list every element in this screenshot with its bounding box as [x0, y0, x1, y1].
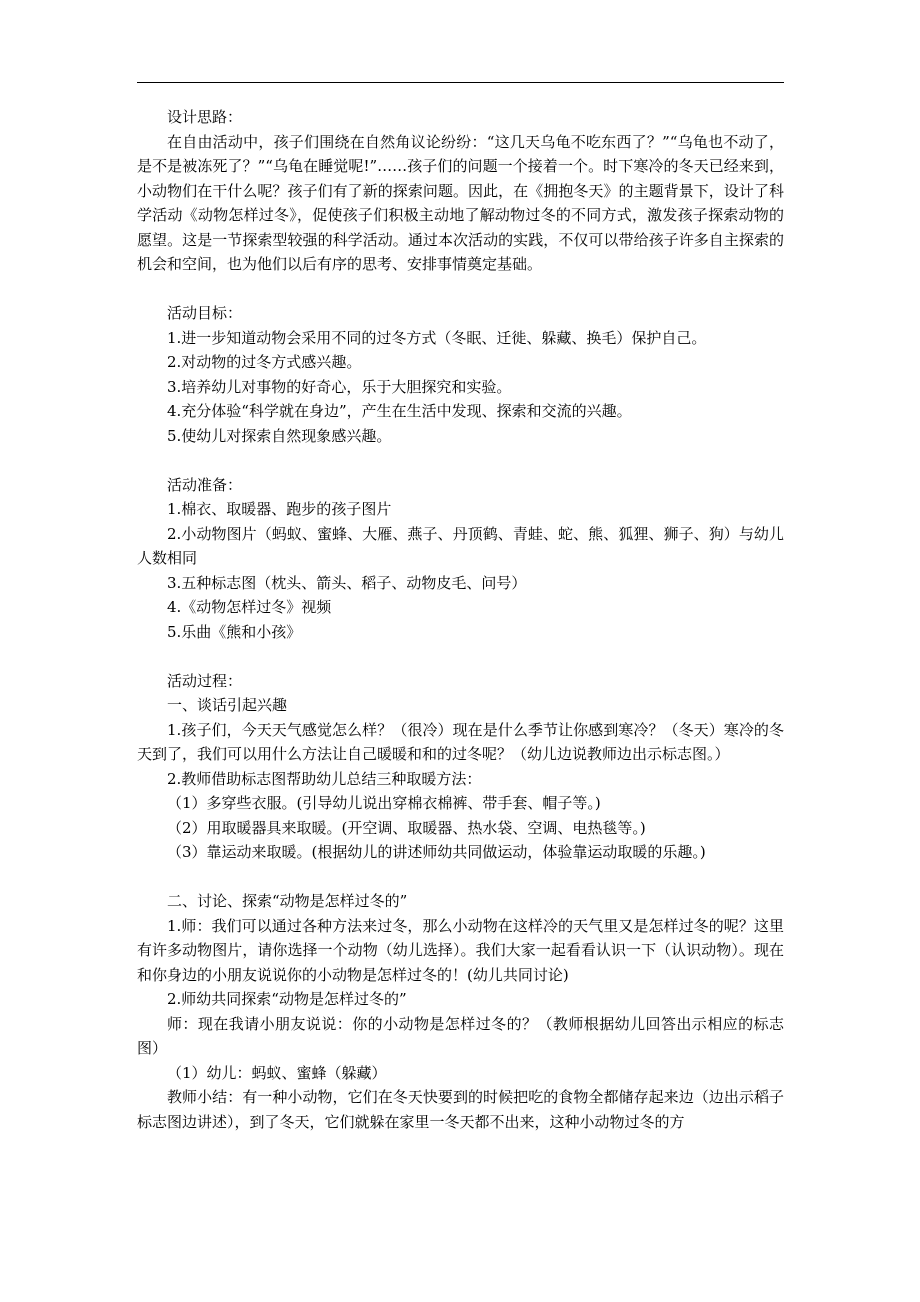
- section-1-paragraph-2: 2.教师借助标志图帮助幼儿总结三种取暖方法：: [167, 769, 482, 788]
- document-body: [137, 105, 784, 1134]
- preparation-heading: 活动准备：: [167, 475, 243, 494]
- section-2-paragraph-2: 2.师幼共同探索“动物是怎样过冬的”: [167, 990, 407, 1008]
- goals-heading: 活动目标：: [167, 304, 243, 322]
- preparation-item-2: 2.小动物图片（蚂蚁、蜜蜂、大雁、燕子、丹顶鹤、青蛙、蛇、熊、狐狸、狮子、狗）与幼儿人数相同: [137, 524, 784, 567]
- section-2-paragraph-3: 师：现在我请小朋友说说：你的小动物是怎样过冬的？（教师根据幼儿回答出示相应的标志图）: [137, 1014, 784, 1057]
- process-heading: 活动过程：: [167, 671, 243, 690]
- header-rule: [137, 82, 784, 83]
- section-1-paragraph-1: 1.孩子们，今天天气感觉怎么样？（很冷）现在是什么季节让你感到寒冷？（冬天）寒冷的冬天到了，我们可以用什么方法让自己暖暖和和的过冬呢？（幼儿边说教师边出示标志图。）: [137, 720, 784, 763]
- goal-item-1: 1.进一步知道动物会采用不同的过冬方式（冬眠、迁徙、躲藏、换毛）保护自己。: [167, 328, 707, 347]
- preparation-item-3: 3.五种标志图（枕头、箭头、稻子、动物皮毛、问号）: [167, 573, 527, 592]
- design-idea-heading: 设计思路：: [167, 108, 243, 126]
- section-2-title: 二、讨论、探索“动物是怎样过冬的”: [167, 892, 408, 910]
- preparation-item-5: 5.乐曲《熊和小孩》: [167, 622, 302, 641]
- warmth-method-2: （2）用取暖器具来取暖。(开空调、取暖器、热水袋、空调、电热毯等。): [167, 818, 646, 837]
- preparation-item-4: 4.《动物怎样过冬》视频: [167, 598, 332, 616]
- warmth-method-1: （1）多穿些衣服。(引导幼儿说出穿棉衣棉裤、带手套、帽子等。): [167, 794, 601, 812]
- goal-item-3: 3.培养幼儿对事物的好奇心，乐于大胆探究和实验。: [167, 377, 512, 396]
- preparation-item-1: 1.棉衣、取暖器、跑步的孩子图片: [167, 500, 392, 518]
- section-2-paragraph-5: 教师小结：有一种小动物，它们在冬天快要到的时候把吃的食物全都储存起来边（边出示稻子标志图边讲述），到了冬天，它们就躲在家里一冬天都不出来，这种小动物过冬的方: [137, 1088, 784, 1131]
- warmth-method-3: （3）靠运动来取暖。(根据幼儿的讲述师幼共同做运动，体验靠运动取暖的乐趣。): [167, 843, 706, 861]
- section-1-title: 一、谈话引起兴趣: [167, 696, 288, 714]
- goal-item-4: 4.充分体验“科学就在身边”，产生在生活中发现、探索和交流的兴趣。: [167, 402, 632, 420]
- goal-item-2: 2.对动物的过冬方式感兴趣。: [167, 353, 362, 371]
- section-2-paragraph-4: （1）幼儿：蚂蚁、蜜蜂（躲藏）: [167, 1063, 387, 1082]
- design-idea-paragraph: 在自由活动中，孩子们围绕在自然角议论纷纷：“这几天乌龟不吃东西了？”“乌龟也不动了，是不是被冻死了？”“乌龟在睡觉呢!”……孩子们的问题一个接着一个。时下寒冷的冬天已经来到，小动物们在干什么呢？孩子们有了新的探索问题。因此，在《拥抱冬天》的主题背景下，设计了科学活动《动物怎样过冬》，促使孩子们积极主动地了解动物过冬的不同方式，激发孩子探索动物的愿望。这是一节探索型较强的科学活动。通过本次活动的实践，不仅可以带给孩子许多自主探索的机会和空间，也为他们以后有序的思考、安排事情奠定基础。: [137, 132, 784, 273]
- goal-item-5: 5.使幼儿对探索自然现象感兴趣。: [167, 426, 392, 445]
- section-2-paragraph-1: 1.师：我们可以通过各种方法来过冬，那么小动物在这样冷的天气里又是怎样过冬的呢？这里有许多动物图片，请你选择一个动物（幼儿选择）。我们大家一起看看认识一下（认识动物）。现在和你身边的小朋友说说你的小动物是怎样过冬的！(幼儿共同讨论): [137, 916, 784, 984]
